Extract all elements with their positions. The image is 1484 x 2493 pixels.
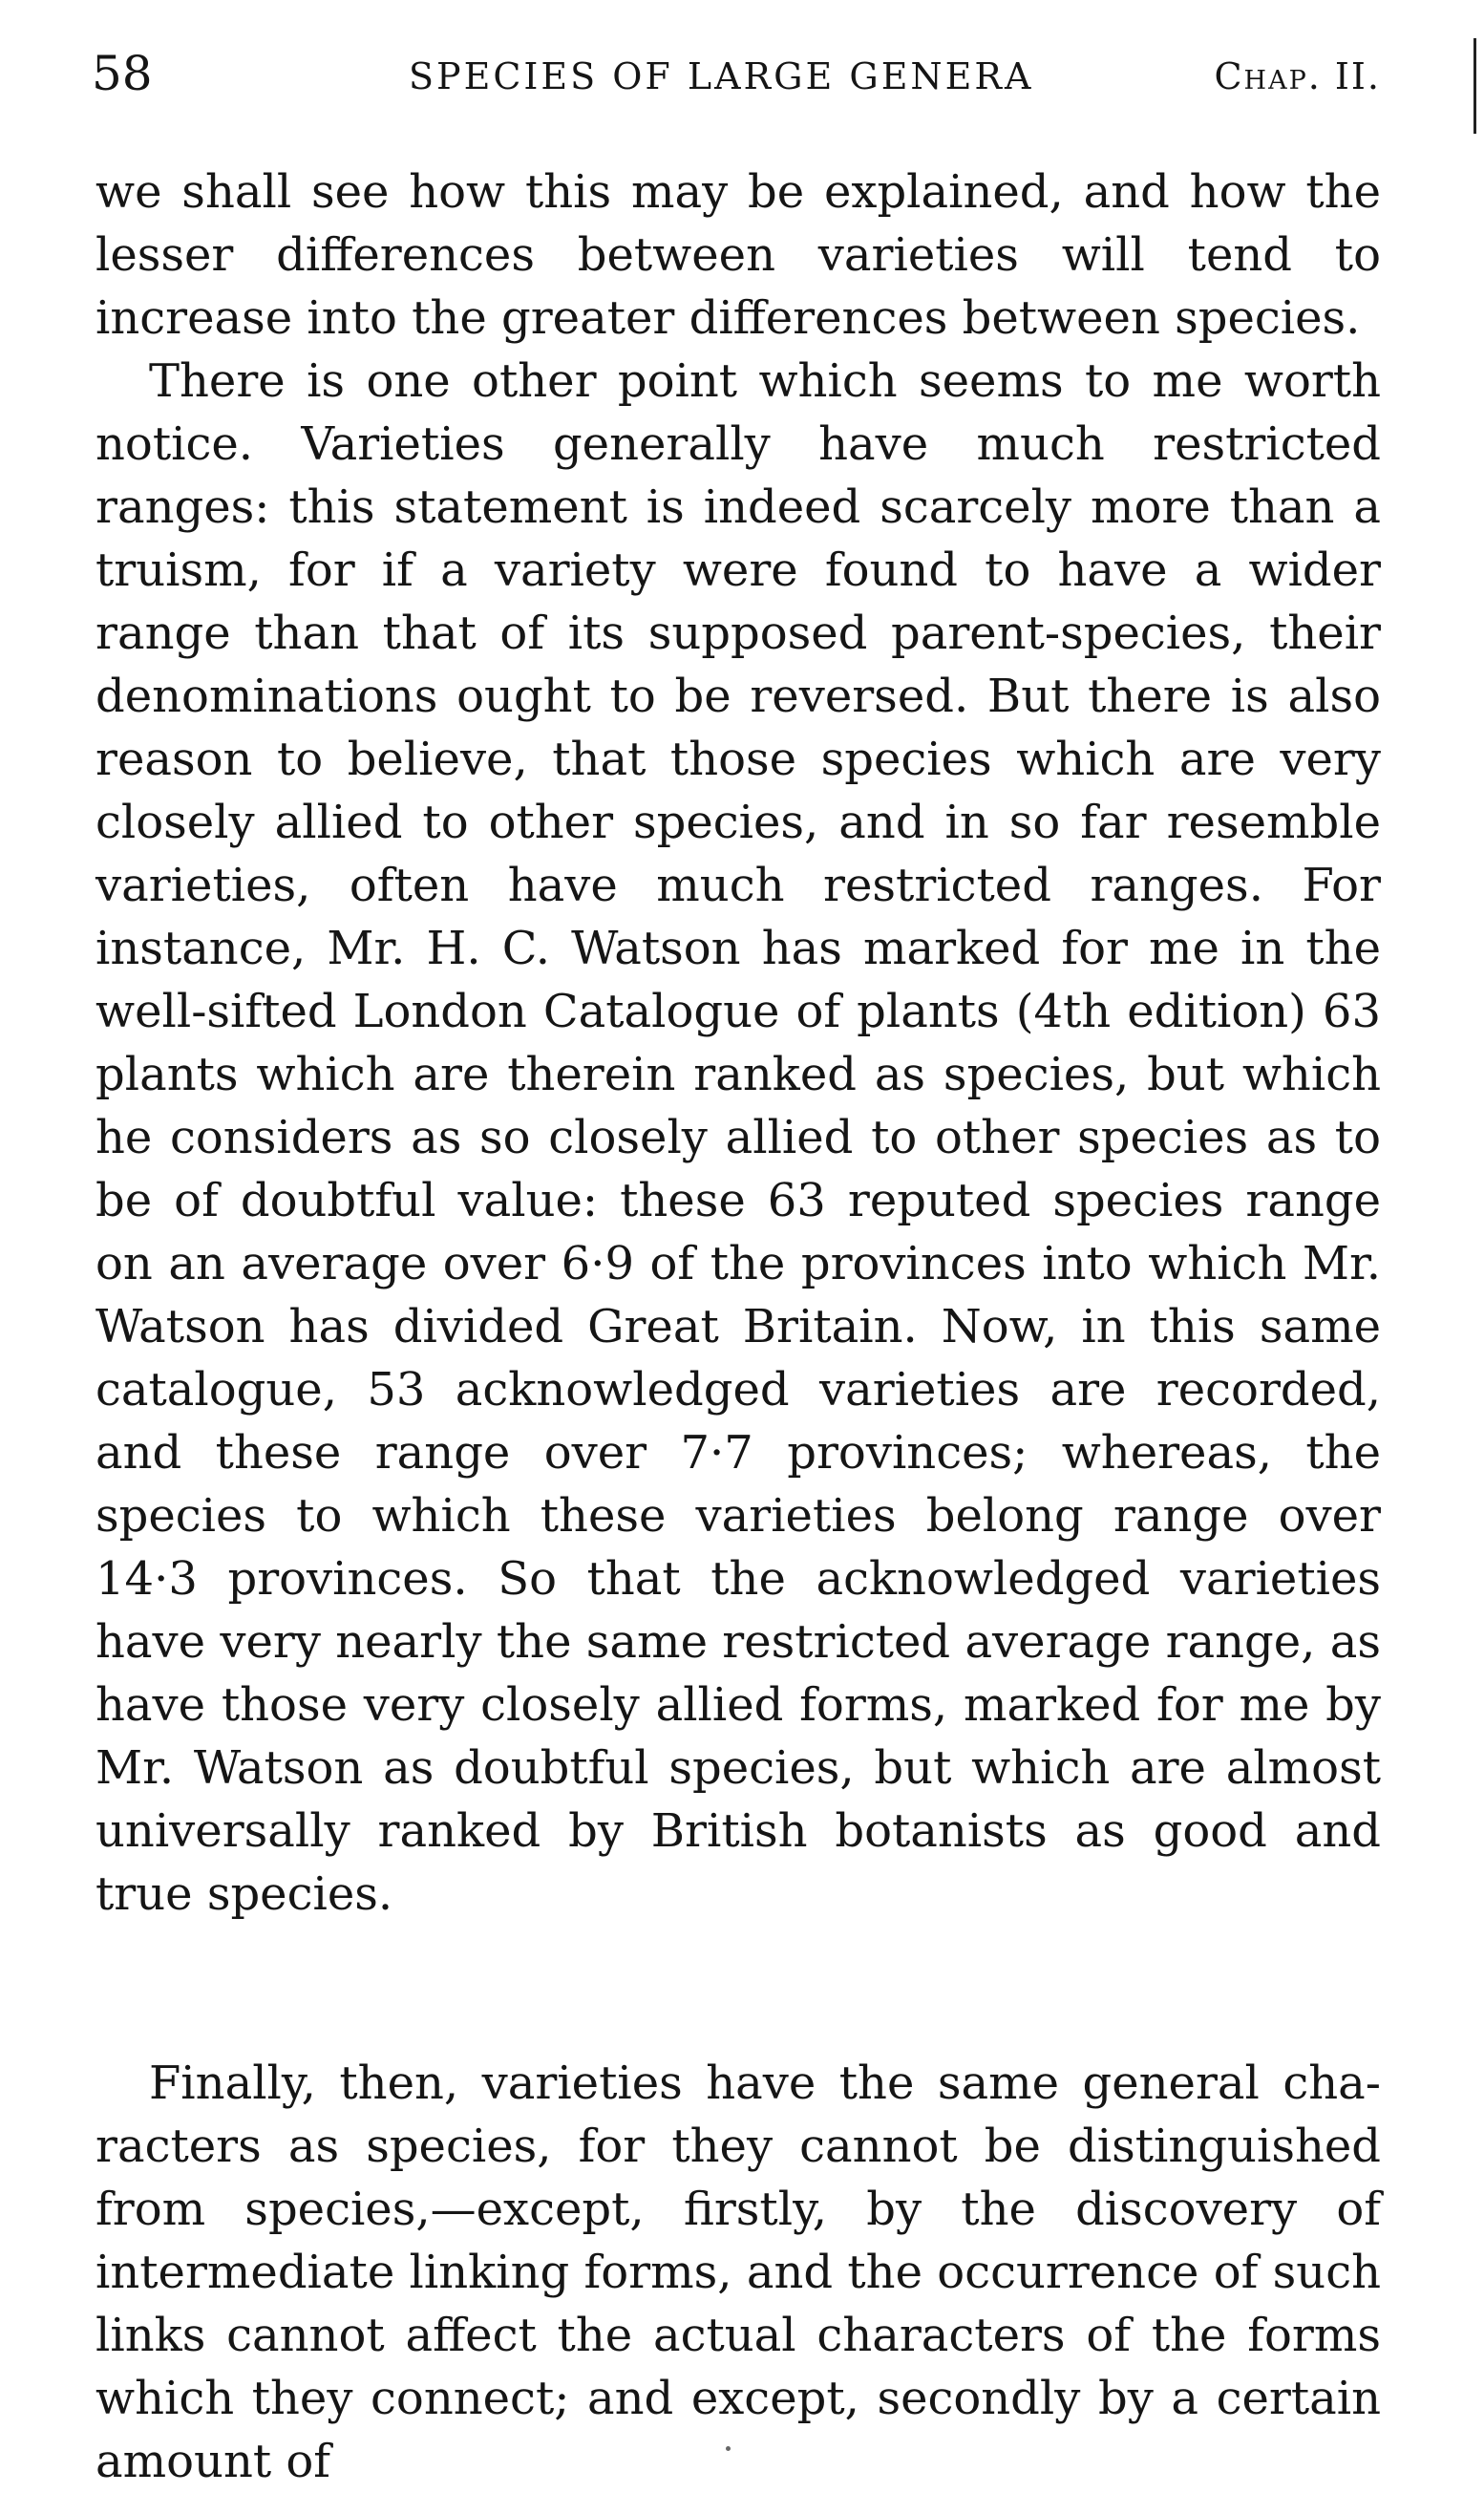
paragraph-summary: Finally, then, varieties have the same general characters as species, for they cannot be distinguished from species,—except, firstly, by the discovery of intermediate linking forms, and the occurrence of such links cannot affect the actual characters of the forms which they connect; and except, secondly by a certain amount of — [95, 2056, 1381, 2488]
page-header — [92, 40, 1381, 107]
paragraph-continuation: we shall see how this may be explained, and how the lesser differences between varieties will tend to increase into the greater differences between species. — [95, 165, 1381, 345]
print-speck — [726, 2446, 731, 2451]
section-gap — [95, 1926, 1381, 2052]
chapter-reference: Chap. II. — [1214, 55, 1381, 97]
page-edge-rule — [1473, 38, 1476, 134]
page-number: 58 — [92, 46, 153, 101]
body-text — [95, 160, 1381, 2493]
paragraph-ranges: There is one other point which seems to me worth notice. Varieties generally have much restricted ranges: this statement is indeed scarcely more than a truism, for if a variety were found to have a wider range than that of its supposed parent-species, their denominations ought to be reversed. But there is also reason to believe, that those species which are very closely allied to other species, and in so far resemble varieties, often have much restricted ranges. For instance, Mr. H. C. Watson has marked for me in the well-sifted London Catalogue of plants (4th edition) 63 plants which are therein ranked as species, but which he considers as so closely allied to other species as to be of doubtful value: these 63 reputed species range on an average over 6·9 of the provinces into which Mr. Watson has divided Great Britain. Now, in this same catalogue, 53 acknowledged varieties are recorded, and these range over 7·7 provinces; whereas, the species to which these varieties belong range over 14·3 provinces. So that the acknowledged varieties have very nearly the same restricted average range, as have those very closely allied forms, marked for me by Mr. Watson as doubtful species, but which are almost universally ranked by British botanists as good and true species. — [95, 354, 1381, 1921]
running-title: SPECIES OF LARGE GENERA — [409, 55, 1034, 97]
